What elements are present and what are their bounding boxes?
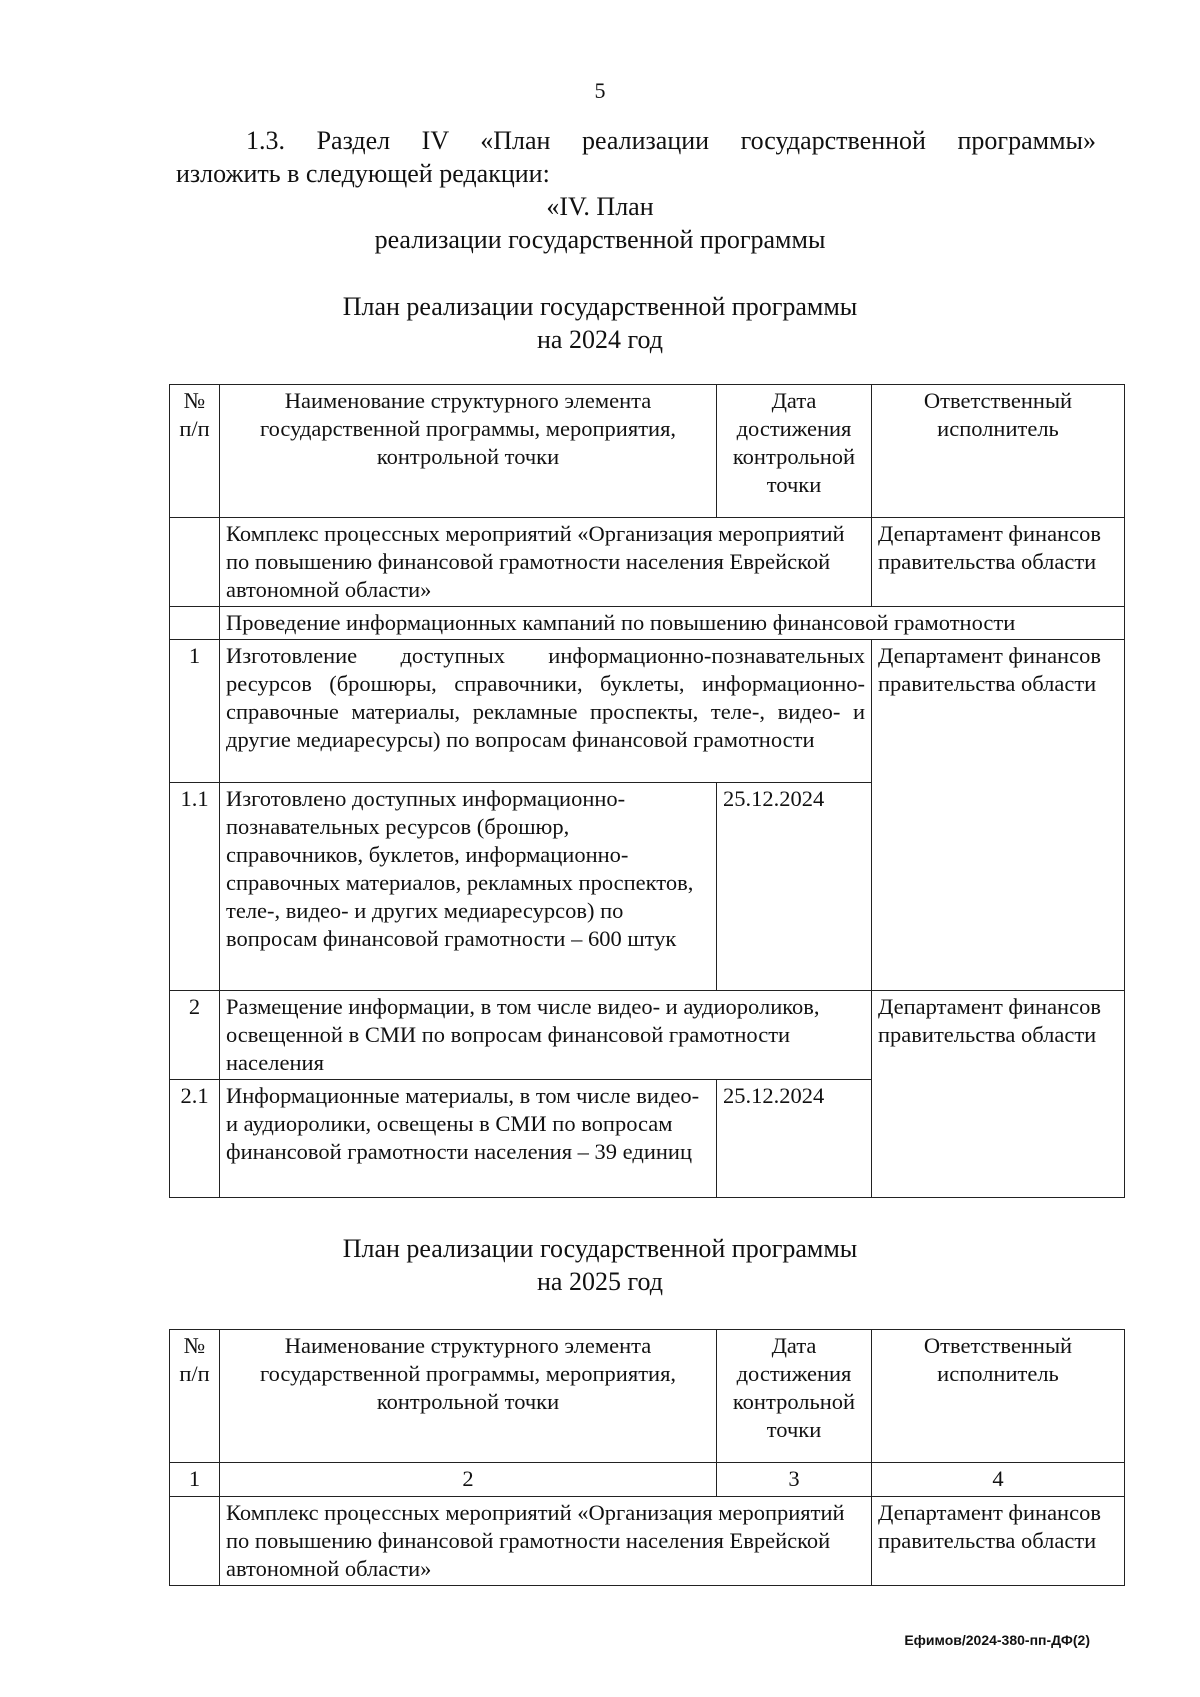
complex-num-cell: [170, 1497, 220, 1586]
row-num: 1.1: [170, 783, 220, 991]
intro-line-1: 1.3. Раздел IV «План реализации государственной программы»: [246, 126, 1096, 155]
column-number-row: [170, 1463, 1125, 1497]
row-name: Размещение информации, в том числе видео- и аудиороликов, освещенной в СМИ по вопросам финансовой грамотности населения: [220, 991, 872, 1080]
complex-name: Комплекс процессных мероприятий «Организация мероприятий по повышению финансовой грамотности населения Еврейской автономной области»: [220, 518, 872, 607]
complex-name: Комплекс процессных мероприятий «Организация мероприятий по повышению финансовой грамотности населения Еврейской автономной области»: [220, 1497, 872, 1586]
plan-2025-title: [0, 1232, 1200, 1298]
row-name: Изготовление доступных информационно-познавательных ресурсов (брошюры, справочники, буклеты, информационно-справочные материалы, рекламные проспекты, теле-, видео- и другие медиаресурсы) по вопросам финансовой грамотности: [220, 640, 872, 783]
header-date: Дата достижения контрольной точки: [717, 1330, 872, 1463]
page-number: 5: [594, 78, 606, 103]
table-row: [170, 640, 1125, 783]
table-header-row: [170, 1330, 1125, 1463]
header-responsible: Ответственный исполнитель: [872, 1330, 1125, 1463]
complex-responsible: Департамент финансов правительства области: [872, 1497, 1125, 1586]
plan-2024-title: [0, 290, 1200, 356]
column-number: 1: [170, 1463, 220, 1497]
section-heading-line-2: реализации государственной программы: [374, 225, 826, 254]
plan-2024-title-line-1: План реализации государственной программы: [342, 292, 858, 321]
table-row: [170, 607, 1125, 640]
row-name: Изготовлено доступных информационно-познавательных ресурсов (брошюр, справочников, буклетов, информационно-справочных материалов, рекламных проспектов, теле-, видео- и других медиаресурсов) по вопросам финансовой грамотности – 600 штук: [220, 783, 717, 991]
document-code: Ефимов/2024-380-пп-ДФ(2): [904, 1632, 1090, 1648]
plan-2025-title-line-1: План реализации государственной программы: [342, 1234, 858, 1263]
section-heading: [0, 190, 1200, 256]
section-heading-line-1: «IV. План: [546, 192, 654, 221]
plan-2025-title-line-2: на 2025 год: [537, 1267, 663, 1296]
table-header-row: [170, 385, 1125, 518]
intro-line-2: изложить в следующей редакции:: [176, 159, 550, 188]
complex-responsible: Департамент финансов правительства области: [872, 518, 1125, 607]
amendment-intro: [176, 124, 1096, 190]
header-name: Наименование структурного элемента государственной программы, мероприятия, контрольной точки: [220, 385, 717, 518]
row-date: 25.12.2024: [717, 1080, 872, 1198]
header-date: Дата достижения контрольной точки: [717, 385, 872, 518]
header-num: № п/п: [170, 385, 220, 518]
row-num: 2.1: [170, 1080, 220, 1198]
task-title: Проведение информационных кампаний по повышению финансовой грамотности: [220, 607, 1125, 640]
row-name: Информационные материалы, в том числе видео- и аудиоролики, освещены в СМИ по вопросам финансовой грамотности населения – 39 единиц: [220, 1080, 717, 1198]
complex-num-cell: [170, 518, 220, 607]
header-name: Наименование структурного элемента государственной программы, мероприятия, контрольной точки: [220, 1330, 717, 1463]
row-num: 2: [170, 991, 220, 1080]
task-num-cell: [170, 607, 220, 640]
column-number: 3: [717, 1463, 872, 1497]
plan-2024-table: [169, 384, 1125, 1198]
row-num: 1: [170, 640, 220, 783]
row-responsible: Департамент финансов правительства области: [872, 640, 1125, 991]
table-row: [170, 991, 1125, 1080]
column-number: 4: [872, 1463, 1125, 1497]
column-number: 2: [220, 1463, 717, 1497]
table-row: [170, 518, 1125, 607]
plan-2024-title-line-2: на 2024 год: [537, 325, 663, 354]
plan-2025-table: [169, 1329, 1125, 1586]
header-num: № п/п: [170, 1330, 220, 1463]
row-responsible: Департамент финансов правительства области: [872, 991, 1125, 1198]
header-responsible: Ответственный исполнитель: [872, 385, 1125, 518]
row-date: 25.12.2024: [717, 783, 872, 991]
table-row: [170, 1497, 1125, 1586]
